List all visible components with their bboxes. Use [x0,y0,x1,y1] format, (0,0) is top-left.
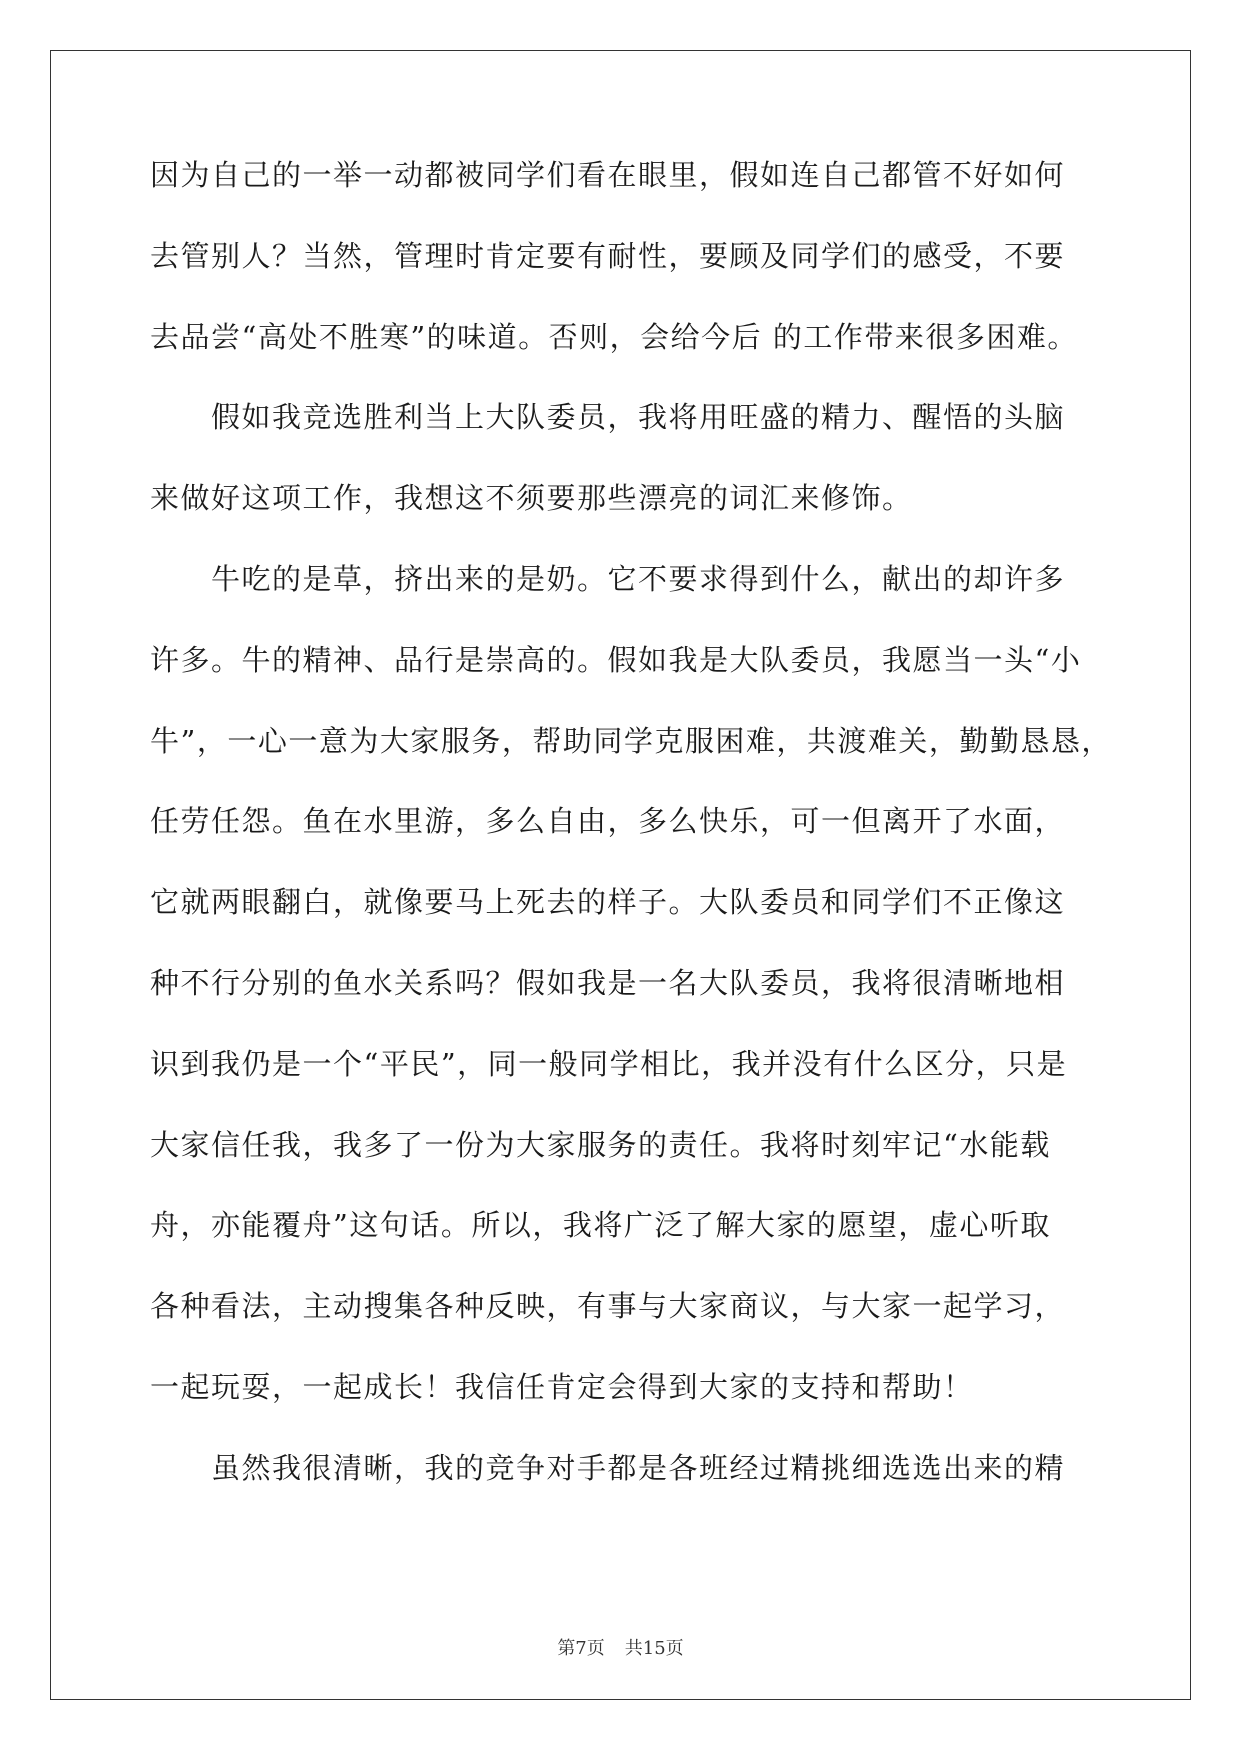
text-line: 各种看法，主动搜集各种反映，有事与大家商议，与大家一起学习， [150,1289,1066,1324]
paragraph-first-line: 虽然我很清晰，我的竞争对手都是各班经过精挑细选选出来的精 [211,1450,1066,1485]
text-line: 大家信任我，我多了一份为大家服务的责任。我将时刻牢记“水能载 [150,1127,1051,1162]
text-line: 因为自己的一举一动都被同学们看在眼里，假如连自己都管不好如何 [150,158,1066,192]
text-line: 种不行分别的鱼水关系吗？假如我是一名大队委员，我将很清晰地相 [150,965,1066,1000]
text-line: 舟，亦能覆舟”这句话。所以，我将广泛了解大家的愿望，虚心听取 [150,1208,1051,1243]
page-number: 第7页 [557,1638,605,1659]
text-line: 任劳任怨。鱼在水里游，多么自由，多么快乐，可一但离开了水面， [150,804,1066,839]
paragraph-first-line: 牛吃的是草，挤出来的是奶。它不要求得到什么，献出的却许多 [211,561,1066,596]
text-line: 识到我仍是一个“平民”，同一般同学相比，我并没有什么区分，只是 [150,1046,1068,1081]
page-footer [0,1634,1241,1660]
text-line: 牛”，一心一意为大家服务，帮助同学克服困难，共渡难关，勤勤恳恳， [150,723,1112,758]
text-line: 去管别人？当然，管理时肯定要有耐性，要顾及同学们的感受，不要 [150,238,1066,273]
text-line: 一起玩耍，一起成长！我信任肯定会得到大家的支持和帮助！ [150,1369,974,1404]
page-total: 共15页 [624,1638,684,1659]
text-line: 许多。牛的精神、品行是崇高的。假如我是大队委员，我愿当一头“小 [150,642,1082,677]
document-body [150,155,1112,1529]
text-line: 来做好这项工作，我想这不须要那些漂亮的词汇来修饰。 [150,481,913,516]
text-line: 去品尝“高处不胜寒”的味道。否则，会给今后 的工作带来很多困难。 [150,319,1078,354]
paragraph-first-line: 假如我竞选胜利当上大队委员，我将用旺盛的精力、醒悟的头脑 [211,400,1066,435]
text-line: 它就两眼翻白，就像要马上死去的样子。大队委员和同学们不正像这 [150,885,1066,920]
